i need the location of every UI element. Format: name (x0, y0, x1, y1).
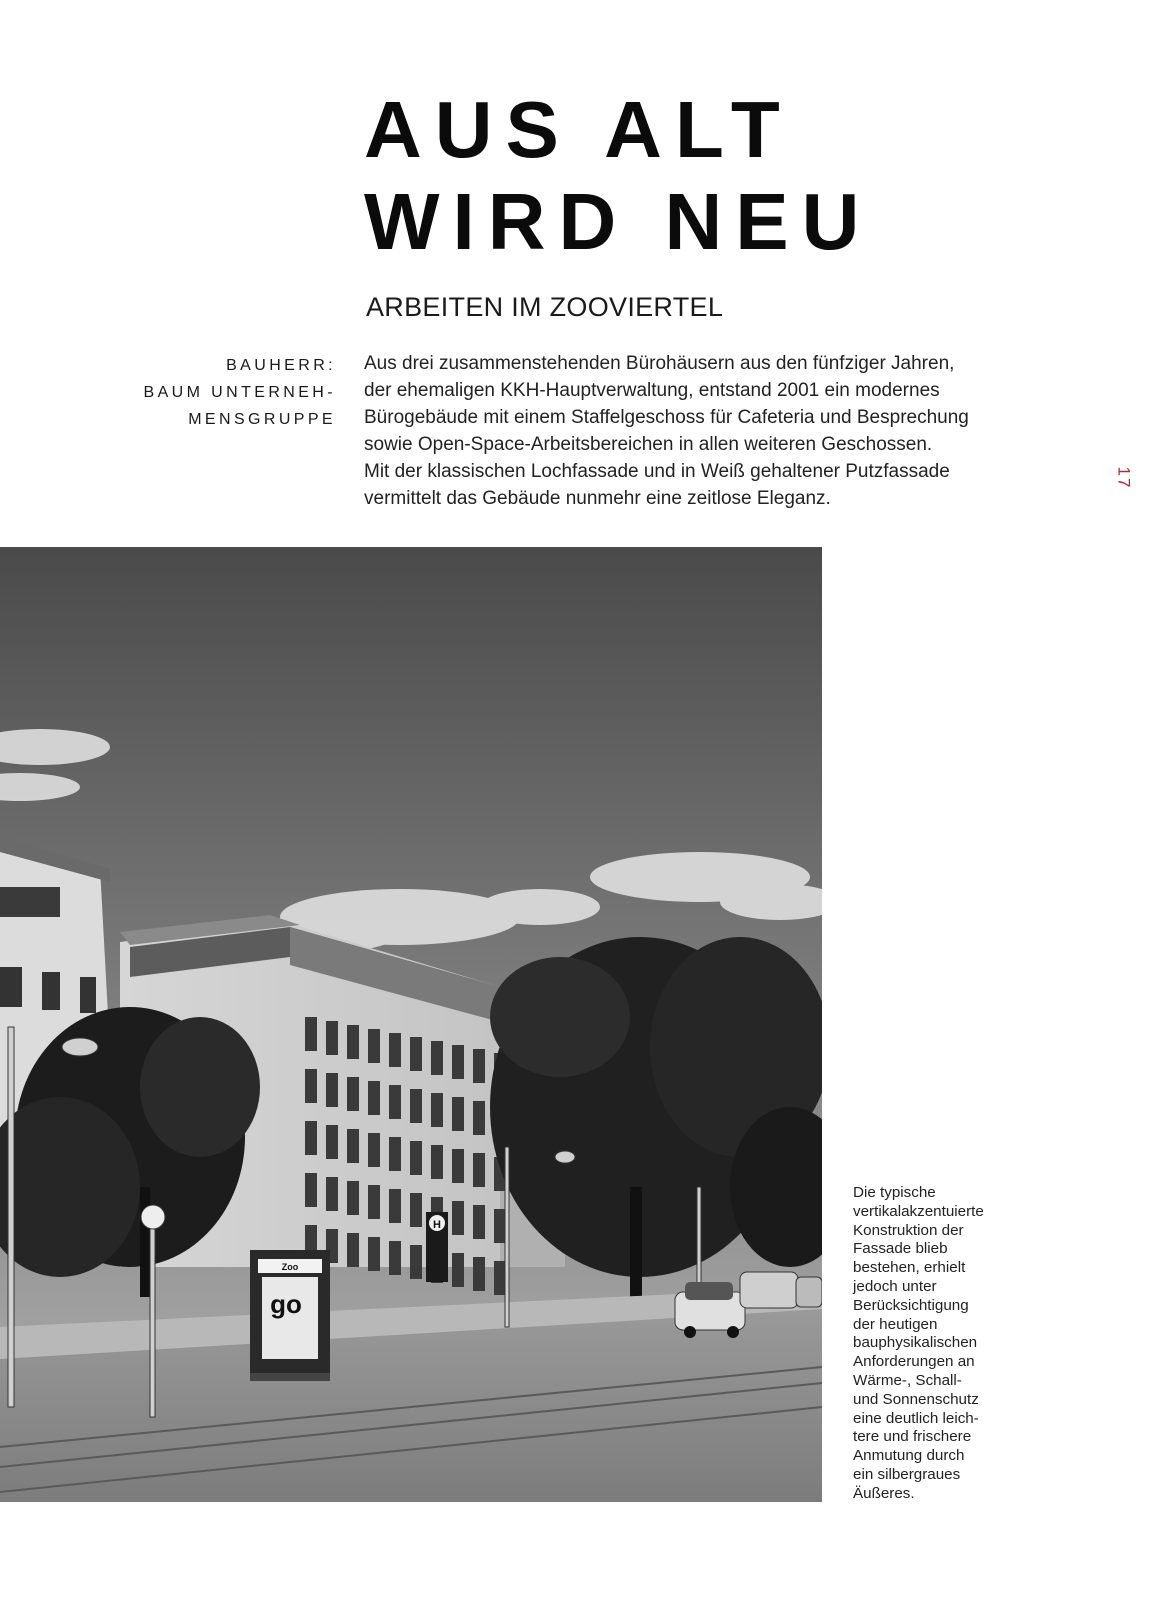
facade-window (473, 1257, 485, 1291)
facade-window (473, 1101, 485, 1135)
paragraph-line: Mit der klassischen Lochfassade und in Weiß gehaltener Putzfassade (364, 461, 950, 482)
facade-window (368, 1081, 380, 1115)
facade-window (368, 1185, 380, 1219)
transit-sign-letter: H (433, 1219, 441, 1231)
facade-window (389, 1033, 401, 1067)
facade-window (347, 1233, 359, 1267)
facade-window (326, 1073, 338, 1107)
facade-window (452, 1045, 464, 1079)
facade-window (305, 1069, 317, 1103)
facade-window (305, 1017, 317, 1051)
caption-line: eine deutlich leich- (853, 1409, 979, 1427)
caption-line: vertikalakzentuierte (853, 1202, 984, 1220)
caption-line: tere und frischere (853, 1428, 972, 1446)
paragraph-line: Aus drei zusammenstehenden Bürohäusern aus den fünfziger Jahren, (364, 353, 955, 374)
caption-line: Wärme-, Schall- (853, 1371, 962, 1389)
facade-window (389, 1137, 401, 1171)
facade-window (494, 1209, 506, 1243)
facade-window (452, 1253, 464, 1287)
client-line: BAUM UNTERNEH- (143, 384, 336, 401)
caption-line: und Sonnenschutz (853, 1390, 979, 1408)
caption-line: jedoch unter (853, 1277, 937, 1295)
subtitle: ARBEITEN IM ZOOVIERTEL (366, 292, 724, 322)
facade-window (452, 1201, 464, 1235)
caption-line: Anmutung durch (853, 1447, 965, 1465)
facade-window (368, 1237, 380, 1271)
ad-kiosk (250, 1250, 330, 1381)
paragraph-line: der ehemaligen KKH-Hauptverwaltung, entstand 2001 ein modernes (364, 380, 940, 401)
facade-window (389, 1241, 401, 1275)
transit-stop-sign (426, 1212, 448, 1282)
caption-line: Fassade blieb (853, 1240, 948, 1258)
facade-window (368, 1133, 380, 1167)
facade-window (431, 1145, 443, 1179)
facade-window (347, 1077, 359, 1111)
facade-window (452, 1149, 464, 1183)
facade-window (431, 1093, 443, 1127)
client-line: MENSGRUPPE (188, 411, 336, 428)
caption-line: ein silbergraues (853, 1465, 961, 1483)
facade-window (389, 1189, 401, 1223)
facade-window (326, 1125, 338, 1159)
caption-line: Die typische (853, 1184, 936, 1201)
caption-line: Anforderungen an (853, 1353, 975, 1371)
facade-window (368, 1029, 380, 1063)
caption-line: bestehen, erhielt (853, 1259, 966, 1277)
client-label (100, 352, 336, 433)
facade-window (347, 1025, 359, 1059)
facade-window (305, 1121, 317, 1155)
facade-window (473, 1153, 485, 1187)
title-line-1: AUS ALT (364, 85, 793, 174)
building-photo (0, 547, 822, 1502)
title-line-2: WIRD NEU (364, 177, 873, 266)
caption-line: der heutigen (853, 1315, 938, 1333)
caption-line: Konstruktion der (853, 1221, 964, 1239)
facade-window (473, 1049, 485, 1083)
facade-window (326, 1177, 338, 1211)
facade-window (410, 1193, 422, 1227)
facade-window (347, 1181, 359, 1215)
photo-caption (853, 1184, 1023, 1504)
page-number: 17 (1114, 466, 1134, 490)
facade-window (494, 1261, 506, 1295)
client-line: BAUHERR: (226, 357, 336, 374)
facade-window (410, 1141, 422, 1175)
facade-window (389, 1085, 401, 1119)
page-title (364, 84, 872, 268)
kiosk-sign: Zoo (281, 1262, 299, 1272)
facade-window (452, 1097, 464, 1131)
facade-window (473, 1205, 485, 1239)
caption-line: Berücksichtigung (853, 1296, 969, 1314)
paragraph-line: vermittelt das Gebäude nunmehr eine zeitlose Eleganz. (364, 488, 831, 509)
intro-paragraph (364, 350, 1084, 512)
caption-line: Äußeres. (853, 1484, 915, 1502)
paragraph-line: sowie Open-Space-Arbeitsbereichen in allen weiteren Geschossen. (364, 434, 933, 455)
kiosk-ad-text: go (270, 1289, 302, 1319)
paragraph-line: Bürogebäude mit einem Staffelgeschoss für Cafeteria und Besprechung (364, 407, 969, 428)
facade-window (305, 1173, 317, 1207)
facade-window (326, 1021, 338, 1055)
facade-window (410, 1089, 422, 1123)
facade-window (431, 1041, 443, 1075)
facade-window (347, 1129, 359, 1163)
facade-window (410, 1037, 422, 1071)
caption-line: bauphysikalischen (853, 1334, 978, 1352)
facade-window (410, 1245, 422, 1279)
